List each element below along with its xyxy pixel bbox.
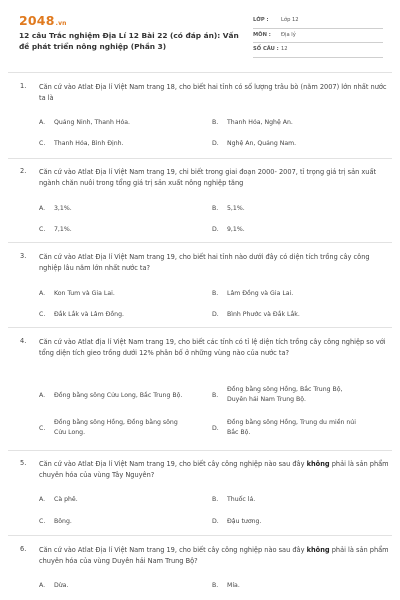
question-number: 3. — [20, 252, 27, 260]
option-letter: C. — [39, 140, 46, 147]
site-logo[interactable] — [19, 13, 67, 28]
meta-label: LỚP : — [253, 17, 269, 23]
option-text: Đồng bằng sông Hồng, Đồng bằng sông Cửu Long. — [54, 419, 178, 436]
meta-label: MÔN : — [253, 31, 271, 38]
meta-row-subject — [253, 29, 383, 44]
stem-text: Căn cứ vào Atlat Địa lí Việt Nam trang 19, cho biết cây công nghiệp nào sau đây — [39, 546, 307, 554]
page-title: 12 câu Trắc nghiệm Địa Lí 12 Bài 22 (có đáp án): Vấn đề phát triển nông nghiệp (Phần 3) — [19, 31, 239, 51]
question-number: 6. — [20, 545, 27, 553]
option-text: 9,1%. — [227, 226, 245, 233]
question-stem: Căn cứ vào Atlat Địa lí Việt Nam trang 18, cho biết hai tỉnh có số lượng trâu bò (năm 2007) lớn nhất nước ta là — [39, 83, 387, 103]
option-letter: B. — [212, 582, 219, 589]
question-number: 4. — [20, 337, 27, 345]
option-text: Đồng bằng sông Hồng, Bắc Trung Bộ, Duyên hải Nam Trung Bộ. — [227, 386, 343, 403]
stem-text: phải là sản phẩm chuyên hóa của vùng Duyên hải Nam Trung Bộ? — [39, 546, 389, 566]
meta-row-count — [253, 43, 383, 58]
option-letter: B. — [212, 290, 219, 297]
question-stem: Căn cứ vào Atlat địa lí Việt Nam trang 19, cho biết các tỉnh có tỉ lệ diện tích trồng cây công nghiệp so với tổng diện tích gieo trồng dưới 12% phân bố ở những vùng nào của nước ta? — [39, 338, 386, 358]
option-letter: B. — [212, 496, 219, 503]
logo-text: 2048 — [19, 13, 55, 28]
page-header — [0, 0, 400, 70]
option-text: Quảng Ninh, Thanh Hóa. — [54, 119, 131, 126]
option-text: Nghệ An, Quảng Nam. — [227, 140, 297, 147]
stem-text: Căn cứ vào Atlat Địa lí Việt Nam trang 19, cho biết cây công nghiệp nào sau đây — [39, 460, 307, 468]
option-text: Bông. — [54, 518, 72, 525]
option-text: Đồng bằng sông Hồng, Trung du miền núi Bắc Bộ. — [227, 419, 356, 436]
option-text: Đậu tương. — [227, 518, 262, 525]
divider — [8, 72, 392, 73]
option-text: Thuốc lá. — [227, 496, 256, 503]
question-number: 2. — [20, 167, 27, 175]
option-letter: D. — [212, 311, 219, 318]
option-letter: C. — [39, 518, 46, 525]
option-letter: A. — [39, 496, 46, 503]
option-letter: D. — [212, 518, 219, 525]
option-text: Đắk Lắk và Lâm Đồng. — [54, 311, 124, 318]
option-text: 5,1%. — [227, 205, 245, 212]
divider — [8, 327, 392, 328]
option-text: Mía. — [227, 582, 240, 589]
option-text: Bình Phước và Đắk Lắk. — [227, 311, 300, 318]
option-text: Thanh Hóa, Bình Định. — [54, 140, 124, 147]
divider — [8, 450, 392, 451]
option-letter: B. — [212, 392, 219, 399]
meta-row-class — [253, 14, 383, 29]
divider — [8, 242, 392, 243]
stem-emphasis: không — [306, 460, 330, 468]
option-letter: D. — [212, 140, 219, 147]
option-letter: D. — [212, 425, 219, 432]
option-text: 3,1%. — [54, 205, 72, 212]
option-text: Kon Tum và Gia Lai. — [54, 290, 115, 297]
option-text: Lâm Đồng và Gia Lai. — [227, 290, 294, 297]
divider — [8, 535, 392, 536]
option-text: Dừa. — [54, 582, 69, 589]
option-letter: A. — [39, 205, 46, 212]
meta-label: SỐ CÂU : — [253, 46, 279, 52]
meta-value: Địa lý — [281, 31, 296, 38]
meta-value: Lớp 12 — [281, 17, 299, 23]
stem-emphasis: không — [306, 546, 330, 554]
question-number: 1. — [20, 82, 27, 90]
meta-value: 12 — [281, 46, 288, 52]
option-letter: C. — [39, 311, 46, 318]
divider — [8, 158, 392, 159]
question-stem: Căn cứ vào Atlat Địa lí Việt Nam trang 19, cho biết hai tỉnh nào dưới đây có diện tích trồng cây công nghiệp lâu năm lớn nhất nước ta? — [39, 253, 370, 273]
option-letter: B. — [212, 119, 219, 126]
meta-table — [253, 14, 383, 58]
option-text: Thanh Hóa, Nghệ An. — [227, 119, 293, 126]
question-number: 5. — [20, 459, 27, 467]
stem-text: phải là sản phẩm chuyên hóa của vùng Tây Nguyên? — [39, 460, 389, 480]
logo-suffix: .vn — [55, 20, 67, 27]
option-text: Đồng bằng sông Cửu Long, Bắc Trung Bộ. — [54, 392, 183, 399]
option-letter: C. — [39, 425, 46, 432]
option-text: 7,1%. — [54, 226, 72, 233]
question-stem — [39, 459, 391, 482]
option-letter: A. — [39, 582, 46, 589]
option-letter: D. — [212, 226, 219, 233]
option-text: Cà phê. — [54, 496, 78, 503]
option-letter: A. — [39, 392, 46, 399]
question-stem: Căn cứ vào Atlat Địa lí Việt Nam trang 19, chi biết trong giai đoạn 2000- 2007, tỉ trọng giá trị sản xuất ngành chăn nuôi trong tổng giá trị sản xuất nông nghiệp tăng — [39, 168, 377, 188]
option-letter: A. — [39, 119, 46, 126]
option-letter: B. — [212, 205, 219, 212]
question-stem — [39, 545, 391, 568]
option-letter: A. — [39, 290, 46, 297]
option-letter: C. — [39, 226, 46, 233]
